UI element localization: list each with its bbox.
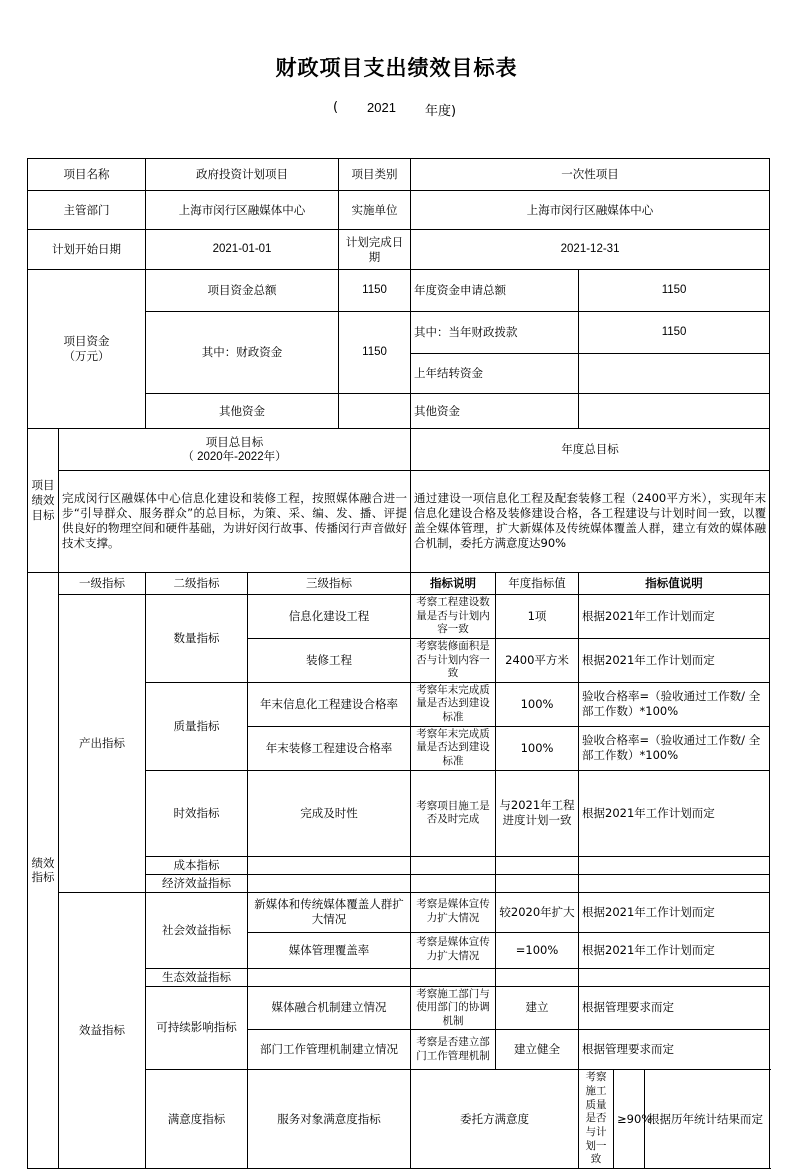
output-indicator: 产出指标 xyxy=(59,595,146,893)
row-description: 考察年末完成质量是否达到建设标准 xyxy=(411,726,496,770)
ecological-indicator: 生态效益指标 xyxy=(146,968,248,986)
row-value: 2400平方米 xyxy=(496,638,579,682)
row-value: 100% xyxy=(496,682,579,726)
header-description: 指标说明 xyxy=(411,573,496,595)
table-row: 媒体融合机制建立情况 xyxy=(248,986,411,1030)
funds-annual-label: 年度资金申请总额 xyxy=(411,270,579,312)
row-description: 考察装修面积是否与计划内容一致 xyxy=(411,638,496,682)
cost-value-empty xyxy=(496,856,579,874)
overall-goal-header xyxy=(59,429,411,471)
row-description: 考察施工质量是否与计划一致 xyxy=(579,1070,614,1168)
funds-total-label: 项目资金总额 xyxy=(146,270,339,312)
economic-empty xyxy=(248,874,411,892)
row-description: 考察施工部门与使用部门的协调机制 xyxy=(411,986,496,1030)
cost-empty xyxy=(248,856,411,874)
cost-indicator: 成本指标 xyxy=(146,856,248,874)
project-name-label: 项目名称 xyxy=(28,159,146,191)
quality-indicator: 质量指标 xyxy=(146,682,248,770)
ecological-empty xyxy=(248,968,411,986)
header-level2: 二级指标 xyxy=(146,573,248,595)
cost-note-empty xyxy=(579,856,770,874)
economic-indicator: 经济效益指标 xyxy=(146,874,248,892)
table-row: 信息化建设工程 xyxy=(248,595,411,639)
overall-goal-period: （ 2020年-2022年） xyxy=(182,450,287,463)
table-row: 媒体管理覆盖率 xyxy=(248,932,411,968)
funds-current-label: 其中：当年财政拨款 xyxy=(411,312,579,354)
economic-value-empty xyxy=(496,874,579,892)
start-date-value: 2021-01-01 xyxy=(146,230,339,270)
funds-other2-value xyxy=(579,394,770,429)
row-note: 验收合格率=（验收通过工作数/ 全部工作数）*100% xyxy=(579,682,770,726)
row-note: 验收合格率=（验收通过工作数/ 全部工作数）*100% xyxy=(579,726,770,770)
row-note: 根据2021年工作计划而定 xyxy=(579,892,770,932)
ecological-note-empty xyxy=(579,968,770,986)
satisfaction-indicator: 满意度指标 xyxy=(146,1070,248,1168)
table-row: 年末信息化工程建设合格率 xyxy=(248,682,411,726)
row-description: 考察是否建立部门工作管理机制 xyxy=(411,1030,496,1070)
row-note: 根据管理要求而定 xyxy=(579,1030,770,1070)
funds-fiscal-value: 1150 xyxy=(339,312,411,394)
impl-unit-value: 上海市闵行区融媒体中心 xyxy=(411,191,770,230)
row-description: 考察是媒体宣传力扩大情况 xyxy=(411,932,496,968)
row-value: 较2020年扩大 xyxy=(496,892,579,932)
row-value: 建立 xyxy=(496,986,579,1030)
table-row: 新媒体和传统媒体覆盖人群扩大情况 xyxy=(248,892,411,932)
row-description: 考察年末完成质量是否达到建设标准 xyxy=(411,682,496,726)
funds-carry-label: 上年结转资金 xyxy=(411,354,579,394)
row-value: 与2021年工程进度计划一致 xyxy=(496,770,579,856)
funds-other-value xyxy=(339,394,411,429)
funds-current-value: 1150 xyxy=(579,312,770,354)
table-row: 完成及时性 xyxy=(248,770,411,856)
year-open-paren: ( xyxy=(333,100,339,115)
indicators-label-text: 绩效指标 xyxy=(31,855,55,885)
impl-unit-label: 实施单位 xyxy=(339,191,411,230)
overall-goal-text: 完成闵行区融媒体中心信息化建设和装修工程，按照媒体融合进一步“引导群众、服务群众”的总目标，为策、采、编、发、播、评提供良好的物理空间和硬件基础，为讲好闵行故事、传播闵行声音做好技术支撑。 xyxy=(59,471,411,573)
performance-target-table xyxy=(27,158,770,1169)
funds-total-value: 1150 xyxy=(339,270,411,312)
row-value: 1项 xyxy=(496,595,579,639)
funds-carry-value xyxy=(579,354,770,394)
table-row: 部门工作管理机制建立情况 xyxy=(248,1030,411,1070)
project-name-value: 政府投资计划项目 xyxy=(146,159,339,191)
header-annual-value: 年度指标值 xyxy=(496,573,579,595)
dept-label: 主管部门 xyxy=(28,191,146,230)
funds-other2-label: 其他资金 xyxy=(411,394,579,429)
header-level1: 一级指标 xyxy=(59,573,146,595)
document-title: 财政项目支出绩效目标表 xyxy=(275,56,518,80)
ecological-value-empty xyxy=(496,968,579,986)
end-date-label: 计划完成日期 xyxy=(339,230,411,270)
indicators-label xyxy=(28,573,59,1169)
header-value-note: 指标值说明 xyxy=(579,573,770,595)
annual-goal-text: 通过建设一项信息化工程及配套装修工程（2400平方米），实现年末信息化建设合格及装修建设合格，各工程建设与计划时间一致，以覆盖全媒体管理，扩大新媒体及传统媒体覆盖人群，建立有效的媒体融合机制，委托方满意度达90% xyxy=(411,471,770,573)
ecological-desc-empty xyxy=(411,968,496,986)
row-description: 考察是媒体宣传力扩大情况 xyxy=(411,892,496,932)
funds-other-label: 其他资金 xyxy=(146,394,339,429)
header-level3: 三级指标 xyxy=(248,573,411,595)
funds-label-text: 项目资金（万元） xyxy=(63,334,110,363)
row-note: 根据2021年工作计划而定 xyxy=(579,932,770,968)
year-label: 年度) xyxy=(425,104,457,119)
funds-fiscal-label: 其中：财政资金 xyxy=(146,312,339,394)
row-note: 根据管理要求而定 xyxy=(579,986,770,1030)
service-satisfaction-indicator: 服务对象满意度指标 xyxy=(248,1070,411,1168)
goals-label xyxy=(28,429,59,573)
row-note: 根据2021年工作计划而定 xyxy=(579,770,770,856)
year-line xyxy=(0,100,793,120)
end-date-value: 2021-12-31 xyxy=(411,230,770,270)
row-note: 根据2021年工作计划而定 xyxy=(579,638,770,682)
row-note: 根据历年统计结果而定 xyxy=(645,1070,770,1168)
sustainable-indicator: 可持续影响指标 xyxy=(146,986,248,1070)
economic-note-empty xyxy=(579,874,770,892)
quantity-indicator: 数量指标 xyxy=(146,595,248,683)
year-value: 2021 xyxy=(367,100,396,115)
row-value: =100% xyxy=(496,932,579,968)
row-note: 根据2021年工作计划而定 xyxy=(579,595,770,639)
table-row: 年末装修工程建设合格率 xyxy=(248,726,411,770)
project-type-label: 项目类别 xyxy=(339,159,411,191)
timeliness-indicator: 时效指标 xyxy=(146,770,248,856)
funds-annual-value: 1150 xyxy=(579,270,770,312)
benefit-indicator: 效益指标 xyxy=(59,892,146,1168)
social-indicator: 社会效益指标 xyxy=(146,892,248,968)
goals-label-text: 项目绩效目标 xyxy=(31,478,55,522)
economic-desc-empty xyxy=(411,874,496,892)
project-type-value: 一次性项目 xyxy=(411,159,770,191)
start-date-label: 计划开始日期 xyxy=(28,230,146,270)
row-value: 建立健全 xyxy=(496,1030,579,1070)
row-value: ≥90% xyxy=(614,1070,645,1168)
overall-goal-label: 项目总目标 xyxy=(205,434,264,449)
annual-goal-label: 年度总目标 xyxy=(411,429,770,471)
row-description: 考察工程建设数量是否与计划内容一致 xyxy=(411,595,496,639)
row-value: 100% xyxy=(496,726,579,770)
table-row: 委托方满意度 xyxy=(411,1070,579,1168)
cost-desc-empty xyxy=(411,856,496,874)
dept-value: 上海市闵行区融媒体中心 xyxy=(146,191,339,230)
table-row: 装修工程 xyxy=(248,638,411,682)
funds-label xyxy=(28,270,146,429)
row-description: 考察项目施工是否及时完成 xyxy=(411,770,496,856)
